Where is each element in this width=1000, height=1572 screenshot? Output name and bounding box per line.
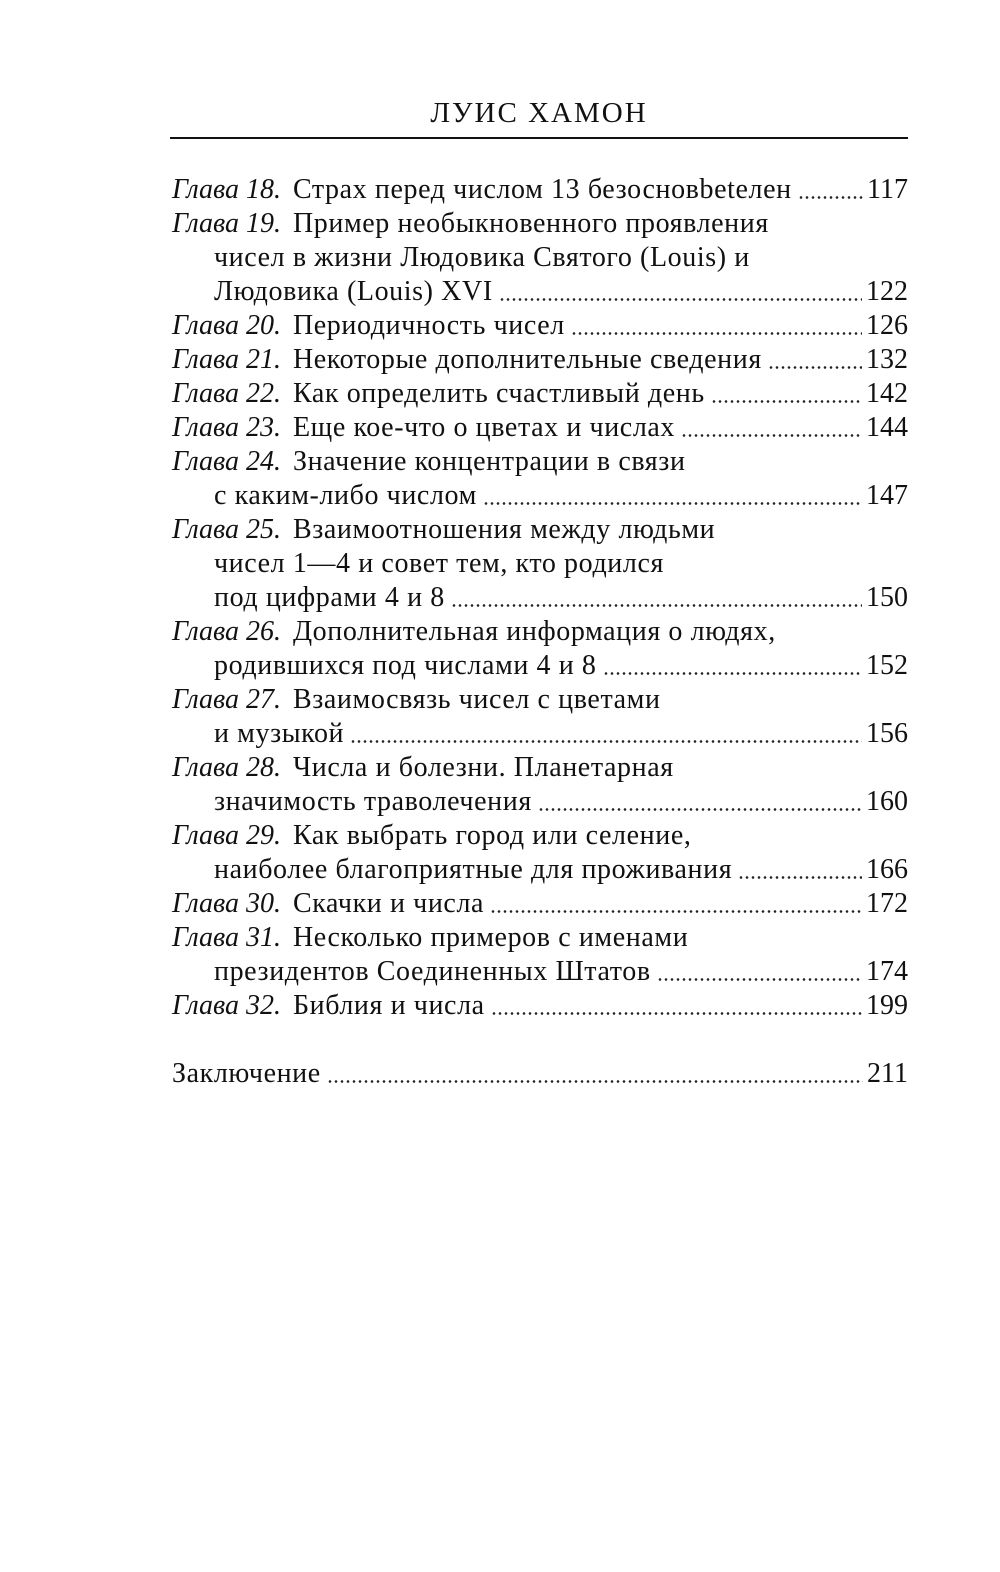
chapter-label: Глава 25. [172, 514, 281, 545]
chapter-title: Дополнительная информация о людях, [292, 616, 776, 647]
chapter-title: Скачки и числа [292, 888, 485, 919]
chapter-label: Глава 32. [172, 990, 281, 1021]
page-number: 199 [866, 990, 908, 1021]
dot-leader [490, 909, 862, 914]
chapter-title: Числа и болезни. Планетарная [292, 752, 674, 783]
header-rule [170, 137, 908, 139]
toc-entry[interactable] [172, 989, 908, 1023]
dot-leader [491, 1011, 862, 1016]
dot-leader [350, 739, 862, 744]
chapter-label: Глава 29. [172, 820, 281, 851]
chapter-label: Глава 22. [172, 378, 281, 409]
toc-entry[interactable] [172, 751, 908, 819]
toc-line [172, 275, 908, 309]
dot-leader [451, 603, 862, 608]
chapter-title: Как определить счастливый день [292, 378, 705, 409]
chapter-title: Некоторые дополнительные сведения [292, 344, 762, 375]
chapter-title: Взаимосвязь чисел с цветами [292, 684, 661, 715]
chapter-title: Взаимоотношения между людьми [292, 514, 716, 545]
chapter-label: Глава 23. [172, 412, 281, 443]
chapter-title: Как выбрать город или селение, [292, 820, 692, 851]
chapter-title: Библия и числа [292, 990, 485, 1021]
chapter-title: Людовика (Louis) XVI [214, 276, 493, 307]
chapter-title: чисел 1—4 и совет тем, кто родился [214, 548, 664, 579]
toc-entry[interactable] [172, 343, 908, 377]
page-number: 211 [867, 1058, 908, 1089]
page-number: 147 [866, 480, 908, 511]
dot-leader [681, 433, 862, 438]
toc-line [172, 173, 908, 207]
page-number: 160 [866, 786, 908, 817]
chapter-title: чисел в жизни Людовика Святого (Louis) и [214, 242, 750, 273]
toc-entry[interactable] [172, 615, 908, 683]
dot-leader [711, 399, 862, 404]
table-of-contents [172, 173, 908, 1091]
page-number: 166 [866, 854, 908, 885]
page-number: 122 [866, 276, 908, 307]
page-number: 132 [866, 344, 908, 375]
toc-line [172, 785, 908, 819]
chapter-label: Глава 28. [172, 752, 281, 783]
toc-line [172, 343, 908, 377]
toc-line [172, 683, 908, 717]
toc-entry[interactable] [172, 683, 908, 751]
toc-entry[interactable] [172, 309, 908, 343]
conclusion-title: Заключение [172, 1058, 321, 1089]
dot-leader [798, 195, 863, 200]
toc-line [172, 377, 908, 411]
toc-line [172, 241, 908, 275]
dot-leader [603, 671, 863, 676]
toc-line [172, 479, 908, 513]
toc-line [172, 649, 908, 683]
section-gap [172, 1023, 908, 1057]
page-number: 156 [866, 718, 908, 749]
chapter-title: значимость траволечения [214, 786, 532, 817]
chapter-title: и музыкой [214, 718, 345, 749]
toc-entry-conclusion[interactable] [172, 1057, 908, 1091]
page-number: 172 [866, 888, 908, 919]
toc-line [172, 615, 908, 649]
chapter-title: с каким-либо числом [214, 480, 477, 511]
chapter-label: Глава 26. [172, 616, 281, 647]
chapter-title: Страх перед числом 13 безосновbetелен [292, 174, 792, 205]
toc-line [172, 411, 908, 445]
toc-line [172, 887, 908, 921]
page-number: 126 [866, 310, 908, 341]
running-head: ЛУИС ХАМОН [430, 97, 648, 129]
chapter-title: Еще кое-что о цветах и числах [292, 412, 676, 443]
dot-leader [483, 501, 862, 506]
chapter-title: Несколько примеров с именами [292, 922, 689, 953]
toc-line [172, 921, 908, 955]
toc-line [172, 989, 908, 1023]
chapter-label: Глава 27. [172, 684, 281, 715]
toc-entry[interactable] [172, 887, 908, 921]
dot-leader [657, 977, 862, 982]
dot-leader [571, 331, 862, 336]
toc-line [172, 955, 908, 989]
chapter-label: Глава 20. [172, 310, 281, 341]
chapter-title: родившихся под числами 4 и 8 [214, 650, 597, 681]
chapter-label: Глава 18. [172, 174, 281, 205]
toc-entry[interactable] [172, 377, 908, 411]
toc-entry[interactable] [172, 207, 908, 309]
chapter-title: наиболее благоприятные для проживания [214, 854, 733, 885]
chapter-label: Глава 24. [172, 446, 281, 477]
toc-line [172, 717, 908, 751]
page-number: 174 [866, 956, 908, 987]
toc-line [172, 513, 908, 547]
chapter-label: Глава 31. [172, 922, 281, 953]
chapter-label: Глава 30. [172, 888, 281, 919]
toc-entry[interactable] [172, 173, 908, 207]
toc-entry[interactable] [172, 921, 908, 989]
toc-entry[interactable] [172, 445, 908, 513]
chapter-title: Периодичность чисел [292, 310, 565, 341]
dot-leader [538, 807, 862, 812]
toc-line [172, 309, 908, 343]
dot-leader [768, 365, 862, 370]
chapter-title: Пример необыкновенного проявления [292, 208, 769, 239]
dot-leader [327, 1079, 863, 1084]
page-number: 152 [866, 650, 908, 681]
toc-line [172, 819, 908, 853]
page-number: 150 [866, 582, 908, 613]
page-number: 142 [866, 378, 908, 409]
chapter-title: президентов Соединенных Штатов [214, 956, 651, 987]
toc-entry[interactable] [172, 513, 908, 615]
toc-line [172, 207, 908, 241]
chapter-label: Глава 19. [172, 208, 281, 239]
toc-line [172, 751, 908, 785]
dot-leader [738, 875, 862, 880]
chapter-label: Глава 21. [172, 344, 281, 375]
chapter-title: под цифрами 4 и 8 [214, 582, 445, 613]
dot-leader [499, 297, 862, 302]
chapter-title: Значение концентрации в связи [292, 446, 686, 477]
toc-line [172, 445, 908, 479]
toc-line [172, 853, 908, 887]
toc-line [172, 547, 908, 581]
page-number: 144 [866, 412, 908, 443]
toc-line [172, 581, 908, 615]
toc-entry[interactable] [172, 819, 908, 887]
toc-entry[interactable] [172, 411, 908, 445]
page-number: 117 [867, 174, 908, 205]
